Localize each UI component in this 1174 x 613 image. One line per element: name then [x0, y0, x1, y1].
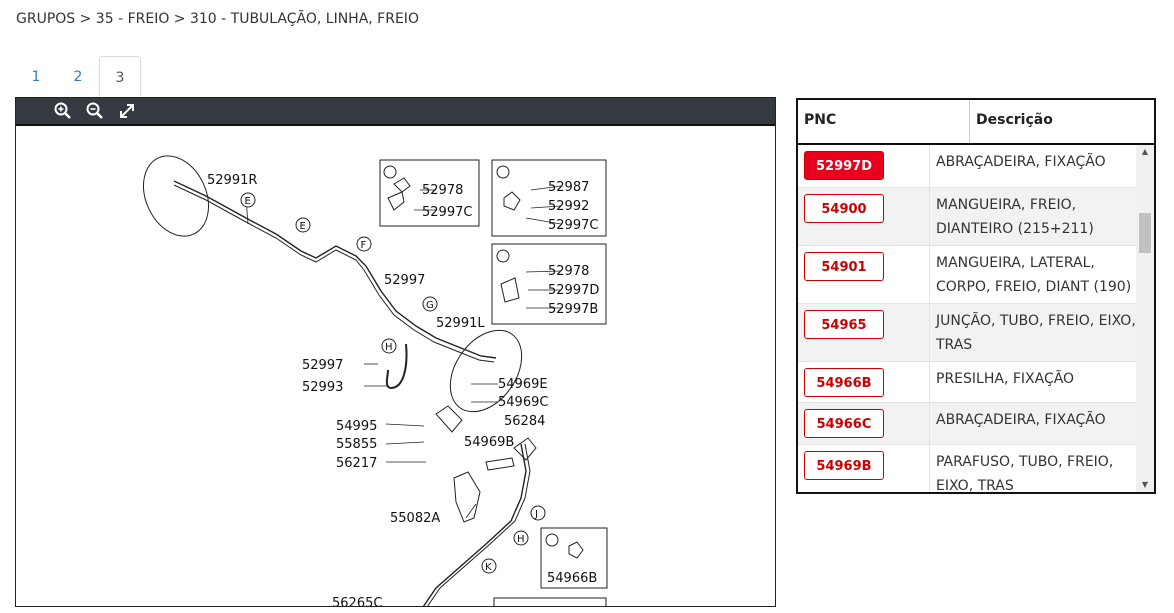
scroll-up-icon[interactable]: ▲	[1141, 147, 1149, 156]
view-marker-j	[531, 506, 545, 520]
view-marker-g	[423, 297, 437, 311]
svg-text:E: E	[299, 221, 306, 232]
part-description: PARAFUSO, TUBO, FREIO, EIXO, TRAS	[936, 454, 1114, 492]
callout-52991L[interactable]: 52991L	[436, 316, 485, 331]
callout-56217[interactable]: 56217	[336, 456, 378, 471]
view-marker-k	[482, 559, 496, 573]
view-marker-h	[382, 339, 396, 353]
part-description: PRESILHA, FIXAÇÃO	[936, 371, 1075, 387]
pnc-button[interactable]: 54969B	[804, 451, 884, 480]
table-row[interactable]	[798, 362, 1136, 403]
callout-52997C-f[interactable]: 52997C	[548, 218, 599, 233]
callout-52997-h[interactable]: 52997	[302, 358, 344, 373]
viewer-toolbar	[16, 98, 775, 124]
tab-1[interactable]: 1	[31, 69, 41, 85]
breadcrumb: GRUPOS > 35 - FREIO > 310 - TUBULAÇÃO, LINHA, FREIO	[16, 11, 419, 27]
page-tabs	[15, 56, 141, 96]
parts-table	[796, 98, 1156, 494]
part-description: JUNÇÃO, TUBO, FREIO, EIXO, TRAS	[936, 313, 1136, 353]
callout-52997C[interactable]: 52997C	[422, 205, 473, 220]
scroll-thumb[interactable]	[1139, 213, 1151, 253]
callout-55082A[interactable]: 55082A	[390, 511, 441, 526]
svg-text:F: F	[360, 240, 367, 251]
pnc-button[interactable]: 54901	[804, 252, 884, 281]
parts-diagram[interactable]	[16, 124, 775, 610]
zoom-in-icon[interactable]	[52, 100, 74, 122]
tab-3[interactable]: 3	[99, 56, 141, 96]
callout-52992[interactable]: 52992	[548, 199, 590, 214]
callout-52978[interactable]: 52978	[422, 183, 464, 198]
callout-52997[interactable]: 52997	[384, 273, 426, 288]
callout-54966B[interactable]: 54966B	[547, 571, 598, 586]
header-pnc[interactable]: PNC	[798, 100, 970, 143]
part-description: MANGUEIRA, FREIO, DIANTEIRO (215+211)	[936, 197, 1094, 237]
callout-55855[interactable]: 55855	[336, 437, 378, 452]
part-description: MANGUEIRA, LATERAL, CORPO, FREIO, DIANT (190)	[936, 255, 1132, 295]
svg-text:H: H	[517, 534, 525, 545]
svg-text:E: E	[244, 196, 251, 207]
callout-52991R[interactable]: 52991R	[207, 173, 258, 188]
table-row[interactable]	[798, 145, 1136, 188]
callout-52997B[interactable]: 52997B	[548, 302, 599, 317]
callout-56265C[interactable]: 56265C	[332, 596, 383, 610]
pnc-button[interactable]: 54966B	[804, 368, 884, 397]
fullscreen-icon[interactable]	[116, 100, 138, 122]
callout-52987[interactable]: 52987	[548, 180, 590, 195]
part-description: ABRAÇADEIRA, FIXAÇÃO	[936, 154, 1106, 170]
part-description: ABRAÇADEIRA, FIXAÇÃO	[936, 412, 1106, 428]
table-row[interactable]	[798, 445, 1136, 492]
table-row[interactable]	[798, 188, 1136, 246]
parts-table-header	[798, 100, 1154, 145]
pnc-button[interactable]: 54966C	[804, 409, 884, 438]
svg-text:G: G	[426, 300, 434, 311]
callout-54969C[interactable]: 54969C	[498, 395, 549, 410]
svg-text:K: K	[485, 562, 492, 573]
table-row[interactable]	[798, 304, 1136, 362]
view-marker-e	[241, 193, 255, 207]
view-marker-h2	[514, 531, 528, 545]
view-marker-f	[357, 237, 371, 251]
callout-56284[interactable]: 56284	[504, 414, 546, 429]
header-description[interactable]: Descrição	[976, 112, 1053, 128]
table-row[interactable]	[798, 246, 1136, 304]
pnc-button[interactable]: 52997D	[804, 151, 884, 180]
svg-text:J: J	[535, 509, 538, 520]
zoom-out-icon[interactable]	[84, 100, 106, 122]
callout-52993[interactable]: 52993	[302, 380, 344, 395]
callout-54969E[interactable]: 54969E	[498, 377, 548, 392]
scroll-down-icon[interactable]: ▼	[1141, 480, 1149, 489]
callout-52978-g[interactable]: 52978	[548, 264, 590, 279]
parts-scrollbar[interactable]	[1136, 145, 1154, 492]
table-row[interactable]	[798, 403, 1136, 445]
svg-text:H: H	[385, 342, 393, 353]
callout-52997D[interactable]: 52997D	[548, 283, 600, 298]
tab-2[interactable]: 2	[73, 69, 83, 85]
diagram-viewer	[15, 97, 776, 610]
callout-54995[interactable]: 54995	[336, 419, 378, 434]
pnc-button[interactable]: 54965	[804, 310, 884, 339]
parts-table-body	[798, 145, 1136, 492]
pnc-button[interactable]: 54900	[804, 194, 884, 223]
view-marker-e2	[296, 218, 310, 232]
callout-54969B[interactable]: 54969B	[464, 435, 515, 450]
